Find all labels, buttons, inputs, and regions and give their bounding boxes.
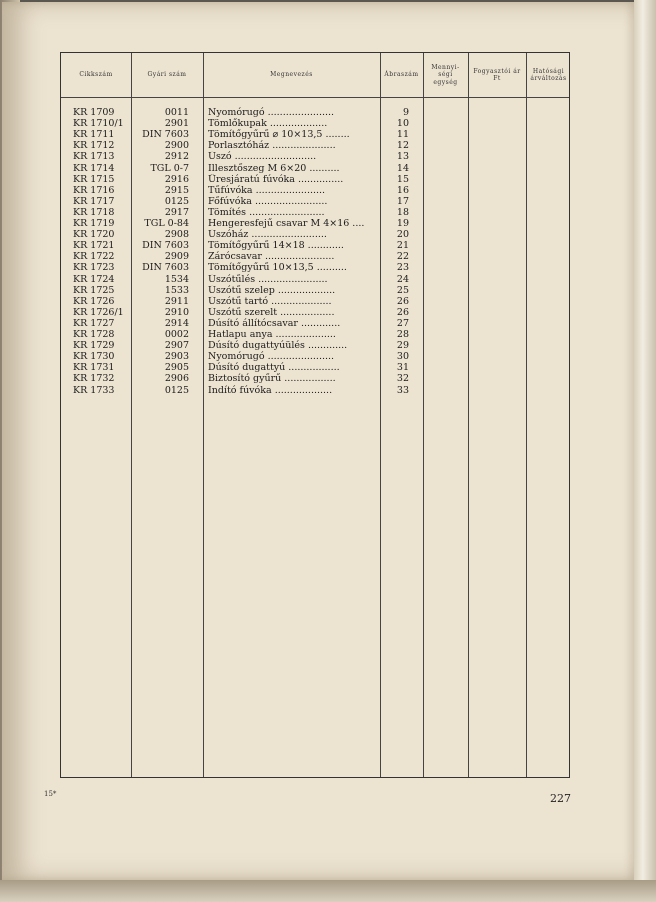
abraszam-cell: 18	[396, 206, 409, 218]
header-cikkszam: Cikkszám	[79, 71, 113, 79]
gyari-szam-cell: 2910	[164, 306, 189, 318]
table-row	[61, 151, 571, 162]
megnevezes-cell: Porlasztóház .....................	[208, 140, 336, 152]
table-row	[61, 107, 571, 118]
gyari-szam-cell: 0002	[164, 329, 189, 340]
gyari-szam-cell: 1534	[164, 273, 189, 285]
gyari-szam-cell: 2909	[164, 251, 189, 263]
abraszam-cell: 22	[396, 251, 409, 263]
gyari-szam-cell: TGL 0-84	[144, 218, 189, 229]
megnevezes-cell: Dúsító dugattyúülés .............	[208, 340, 348, 352]
parts-table	[60, 52, 570, 778]
abraszam-cell: 15	[396, 173, 409, 185]
table-row	[61, 129, 571, 140]
table-row	[61, 140, 571, 151]
abraszam-cell: 21	[396, 240, 409, 252]
header-fogyasztoi-ar: Fogyasztói ár Ft	[473, 67, 521, 82]
gyari-szam-cell: 2911	[164, 295, 189, 307]
cikkszam-cell: KR 1732	[73, 373, 115, 385]
gyari-szam-cell: 2908	[164, 229, 189, 241]
header-mennyisegi-egyseg: Mennyi- ségi egység	[431, 64, 460, 86]
table-row	[61, 196, 571, 207]
abraszam-cell: 14	[396, 162, 409, 174]
cikkszam-cell: KR 1721	[73, 240, 115, 252]
abraszam-cell: 28	[396, 329, 409, 340]
megnevezes-cell: Tömítés .........................	[208, 206, 325, 218]
cikkszam-cell: KR 1726	[73, 295, 115, 307]
megnevezes-cell: Tömítőgyűrű ⌀ 10×13,5 ........	[208, 129, 350, 141]
cikkszam-cell: KR 1719	[73, 218, 115, 229]
table-row	[61, 174, 571, 185]
cikkszam-cell: KR 1709	[73, 107, 115, 118]
gyari-szam-cell: DIN 7603	[142, 262, 189, 274]
table-row	[61, 218, 571, 229]
gyari-szam-cell: DIN 7603	[142, 129, 189, 141]
abraszam-cell: 10	[396, 118, 409, 130]
abraszam-cell: 29	[396, 340, 409, 352]
gyari-szam-cell: 0011	[164, 107, 189, 118]
gyari-szam-cell: 2906	[164, 373, 189, 385]
megnevezes-cell: Zárócsavar .......................	[208, 251, 335, 263]
table-row	[61, 229, 571, 240]
gyari-szam-cell: 2912	[164, 151, 189, 163]
megnevezes-cell: Illesztőszeg M 6×20 ..........	[208, 162, 340, 174]
table-row	[61, 207, 571, 218]
cikkszam-cell: KR 1731	[73, 362, 115, 374]
cikkszam-cell: KR 1723	[73, 262, 115, 274]
table-row	[61, 329, 571, 340]
cikkszam-cell: KR 1712	[73, 140, 115, 152]
header-megnevezes: Megnevezés	[270, 71, 313, 79]
abraszam-cell: 20	[396, 229, 409, 241]
cikkszam-cell: KR 1710/1	[73, 118, 124, 130]
gyari-szam-cell: 2915	[164, 184, 189, 196]
abraszam-cell: 26	[396, 295, 409, 307]
megnevezes-cell: Dúsító állítócsavar .............	[208, 317, 341, 329]
megnevezes-cell: Hengeresfejű csavar M 4×16 ....	[208, 218, 365, 229]
book-page	[2, 2, 634, 880]
megnevezes-cell: Úszótű szelep ...................	[208, 284, 336, 296]
table-row	[61, 385, 571, 396]
megnevezes-cell: Tűfúvóka .......................	[208, 184, 326, 196]
cikkszam-cell: KR 1728	[73, 329, 115, 340]
cikkszam-cell: KR 1717	[73, 195, 115, 207]
cikkszam-cell: KR 1715	[73, 173, 115, 185]
gyari-szam-cell: 2907	[164, 340, 189, 352]
abraszam-cell: 9	[402, 107, 409, 118]
cikkszam-cell: KR 1713	[73, 151, 115, 163]
signature-mark: 15*	[44, 790, 57, 798]
gyari-szam-cell: 2903	[164, 351, 189, 363]
gyari-szam-cell: 2901	[164, 118, 189, 130]
cikkszam-cell: KR 1716	[73, 184, 115, 196]
table-row	[61, 274, 571, 285]
abraszam-cell: 30	[396, 351, 409, 363]
gyari-szam-cell: 0125	[164, 195, 189, 207]
table-row	[61, 296, 571, 307]
gyari-szam-cell: 0125	[164, 384, 189, 396]
abraszam-cell: 16	[396, 184, 409, 196]
abraszam-cell: 19	[396, 218, 409, 229]
table-row	[61, 285, 571, 296]
megnevezes-cell: Tömítőgyűrű 14×18 ............	[208, 240, 344, 252]
megnevezes-cell: Hatlapu anya ....................	[208, 329, 336, 340]
cikkszam-cell: KR 1720	[73, 229, 115, 241]
table-row	[61, 118, 571, 129]
megnevezes-cell: Úszótű szerelt ..................	[208, 306, 335, 318]
table-row	[61, 240, 571, 251]
gyari-szam-cell: TGL 0-7	[150, 162, 189, 174]
table-row	[61, 163, 571, 174]
abraszam-cell: 13	[396, 151, 409, 163]
cikkszam-cell: KR 1722	[73, 251, 115, 263]
megnevezes-cell: Úszó ...........................	[208, 151, 317, 163]
table-row	[61, 340, 571, 351]
gyari-szam-cell: DIN 7603	[142, 240, 189, 252]
gyari-szam-cell: 1533	[164, 284, 189, 296]
megnevezes-cell: Főfúvóka ........................	[208, 195, 328, 207]
megnevezes-cell: Nyomórugó ......................	[208, 107, 335, 118]
abraszam-cell: 26	[396, 306, 409, 318]
megnevezes-cell: Dúsító dugattyú .................	[208, 362, 340, 374]
gyari-szam-cell: 2914	[164, 317, 189, 329]
cikkszam-cell: KR 1730	[73, 351, 115, 363]
abraszam-cell: 32	[396, 373, 409, 385]
gyari-szam-cell: 2905	[164, 362, 189, 374]
abraszam-cell: 17	[396, 195, 409, 207]
table-row	[61, 318, 571, 329]
cikkszam-cell: KR 1714	[73, 162, 115, 174]
table-row	[61, 373, 571, 384]
table-row	[61, 185, 571, 196]
megnevezes-cell: Tömlőkupak ...................	[208, 118, 328, 130]
abraszam-cell: 23	[396, 262, 409, 274]
cikkszam-cell: KR 1727	[73, 317, 115, 329]
megnevezes-cell: Üresjáratú fúvóka ...............	[208, 173, 344, 185]
cikkszam-cell: KR 1729	[73, 340, 115, 352]
header-divider	[61, 97, 569, 98]
page-number: 227	[550, 792, 571, 805]
table-row	[61, 251, 571, 262]
gyari-szam-cell: 2917	[164, 206, 189, 218]
header-abraszam: Ábraszám	[384, 71, 419, 79]
table-row	[61, 351, 571, 362]
table-row	[61, 307, 571, 318]
abraszam-cell: 25	[396, 284, 409, 296]
megnevezes-cell: Biztosító gyűrű .................	[208, 373, 336, 385]
megnevezes-cell: Indító fúvóka ...................	[208, 384, 333, 396]
megnevezes-cell: Nyomórugó ......................	[208, 351, 335, 363]
abraszam-cell: 31	[396, 362, 409, 374]
cikkszam-cell: KR 1726/1	[73, 306, 124, 318]
megnevezes-cell: Úszóház .........................	[208, 229, 327, 241]
page-edge-bottom	[0, 880, 656, 902]
cikkszam-cell: KR 1718	[73, 206, 115, 218]
gyari-szam-cell: 2916	[164, 173, 189, 185]
cikkszam-cell: KR 1724	[73, 273, 115, 285]
cikkszam-cell: KR 1711	[73, 129, 115, 141]
abraszam-cell: 11	[396, 129, 409, 141]
abraszam-cell: 24	[396, 273, 409, 285]
cikkszam-cell: KR 1733	[73, 384, 115, 396]
table-row	[61, 362, 571, 373]
cikkszam-cell: KR 1725	[73, 284, 115, 296]
megnevezes-cell: Úszótű tartó ....................	[208, 295, 332, 307]
page-edge-right	[634, 0, 656, 902]
header-hatosagi-arvaltozas: Hatósági árváltozás	[530, 67, 567, 82]
header-gyari-szam: Gyári szám	[147, 71, 187, 79]
megnevezes-cell: Úszótűlés .......................	[208, 273, 328, 285]
abraszam-cell: 33	[396, 384, 409, 396]
gyari-szam-cell: 2900	[164, 140, 189, 152]
abraszam-cell: 27	[396, 317, 409, 329]
table-row	[61, 262, 571, 273]
abraszam-cell: 12	[396, 140, 409, 152]
megnevezes-cell: Tömítőgyűrű 10×13,5 ..........	[208, 262, 347, 274]
